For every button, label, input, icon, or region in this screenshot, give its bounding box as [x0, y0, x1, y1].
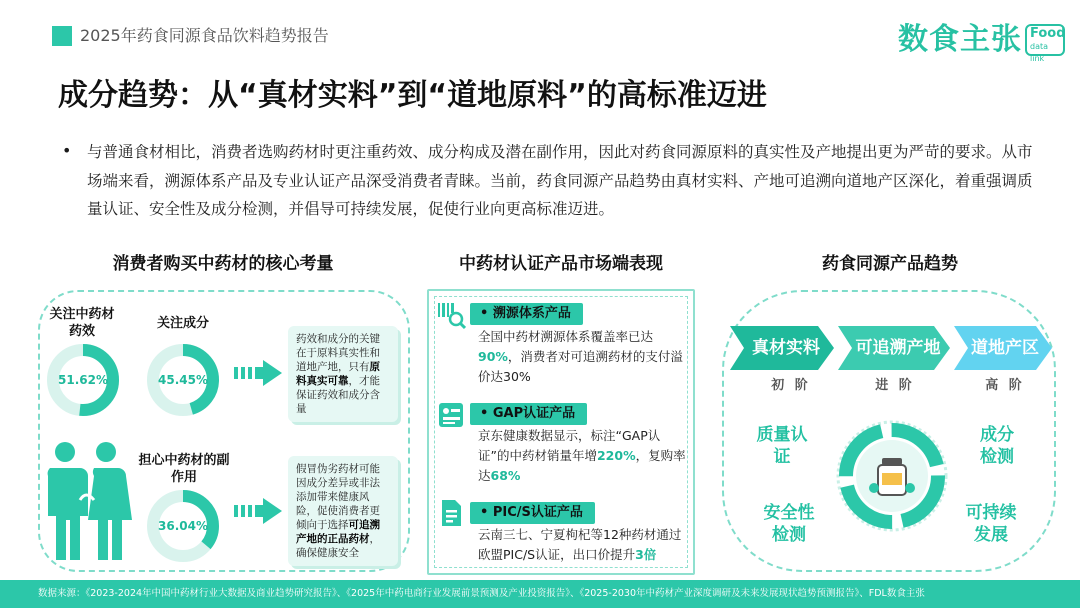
report-title: 2025年药食同源食品饮料趋势报告	[80, 26, 329, 45]
note2-text: 假冒伪劣药材可能因成分差异或非法添加带来健康风险，促使消费者更倾向于选择	[296, 463, 380, 531]
gap-text-1: 京东健康数据显示，标注“GAP认证”的中药材销量年增	[478, 428, 661, 463]
logo-badge-bottom: data link	[1030, 42, 1049, 63]
note1-highlight: 原料真实可靠	[296, 361, 380, 387]
donut-chart-efficacy	[45, 342, 121, 418]
text-gap-products	[478, 426, 690, 486]
family-icon	[40, 440, 132, 562]
logo-badge	[1025, 24, 1066, 63]
text-traceability-products	[478, 327, 690, 387]
donut-value-ingredients: 45.45%	[158, 373, 208, 387]
header-accent-square	[52, 26, 72, 46]
trait-quality-certification: 质量认证	[756, 425, 808, 467]
note2-highlight: 可追溯产地的正品药材	[296, 519, 380, 545]
pics-text-1: 云南三七、宁夏枸杞等12种药材通过欧盟PIC/S认证，出口价提升	[478, 527, 682, 562]
tag-pics-products: • PIC/S认证产品	[470, 502, 595, 524]
item2-label: 关注成分	[156, 316, 209, 331]
footer-bar	[0, 580, 1080, 608]
donut-value-efficacy: 51.62%	[58, 373, 108, 387]
page-title: 成分趋势：从“真材实料”到“道地原料”的高标准迈进	[58, 78, 767, 113]
barcode-search-icon	[436, 300, 466, 330]
donut-chart-side-effects	[145, 488, 221, 564]
logo-badge-top: Food	[1030, 26, 1066, 41]
stage-2-level: 进 阶	[875, 378, 915, 393]
stage-3-level: 高 阶	[985, 378, 1025, 393]
data-source: 数据来源：《2023-2024年中国中药材行业大数据及商业趋势研究报告》、《2025年中药电商行业发展前景预测及产业投资报告》、《2025-2030年中药材产业深度调研及未来发展现状趋势预测报告》、FDL数食主张	[38, 588, 925, 599]
tag-traceability-products: • 溯源体系产品	[470, 303, 583, 325]
note1-text-end: ，才能保证药效和成分含量	[296, 375, 380, 415]
note-traceability	[288, 456, 398, 566]
note1-text: 药效和成分的关键在于原料真实性和道地产地，只有	[296, 333, 380, 373]
gap-highlight-growth: 220%	[596, 448, 636, 463]
tag-gap-products: • GAP认证产品	[470, 403, 587, 425]
middle-section-heading: 中药材认证产品市场端表现	[459, 254, 663, 274]
left-section-heading: 消费者购买中药材的核心考量	[112, 254, 334, 274]
traceability-text-1: 全国中药材溯源体系覆盖率已达	[478, 329, 654, 344]
traceability-highlight: 90%	[478, 349, 508, 364]
intro-paragraph: 与普通食材相比，消费者选购药材时更注重药效、成分构成及潜在副作用，因此对药食同源原料的真实性及产地提出更为严苛的要求。从市场端来看，溯源体系产品及专业认证产品深受消费者青睐。当前，药食同源产品趋势由真材实料、产地可追溯向道地产区深化，着重强调质量认证、安全性及成分检测，并倡导可持续发展，促使行业向更高标准迈进。	[87, 143, 1033, 218]
traceability-text-2: ，消费者对可追溯药材的支付溢价达30%	[478, 349, 683, 384]
certificate-list-icon	[436, 400, 466, 430]
item1-label: 关注中药材药效	[49, 307, 115, 339]
stage-2-name: 可追溯产地	[855, 338, 941, 358]
item3-label: 担心中药材的副作用	[138, 453, 230, 485]
arrow-right-icon	[234, 498, 282, 524]
brand-logo	[898, 20, 1068, 63]
stage-1-name: 真材实料	[752, 338, 820, 358]
trait-ingredient-testing: 成分检测	[980, 425, 1014, 467]
stage-1-level: 初 阶	[771, 378, 811, 393]
note2-text-end: ，确保健康安全	[296, 533, 380, 559]
arrow-right-icon	[234, 360, 282, 386]
donut-value-side-effects: 36.04%	[158, 519, 208, 533]
trait-sustainability: 可持续发展	[965, 503, 1017, 545]
document-icon	[436, 498, 466, 528]
donut-chart-ingredients	[145, 342, 221, 418]
text-pics-products	[478, 525, 690, 565]
trend-circle-graphic	[836, 420, 948, 532]
logo-text: 数食主张	[898, 22, 1022, 57]
stage-3-name: 道地产区	[971, 338, 1039, 358]
intro-bullet: •	[62, 141, 72, 160]
note-authenticity	[288, 326, 398, 422]
right-section-heading: 药食同源产品趋势	[822, 254, 958, 274]
pics-highlight: 3倍	[635, 547, 657, 562]
trait-safety-testing: 安全性检测	[763, 503, 815, 545]
gap-highlight-repurchase: 68%	[490, 468, 521, 483]
gap-text-2: ，复购率达	[478, 448, 686, 483]
